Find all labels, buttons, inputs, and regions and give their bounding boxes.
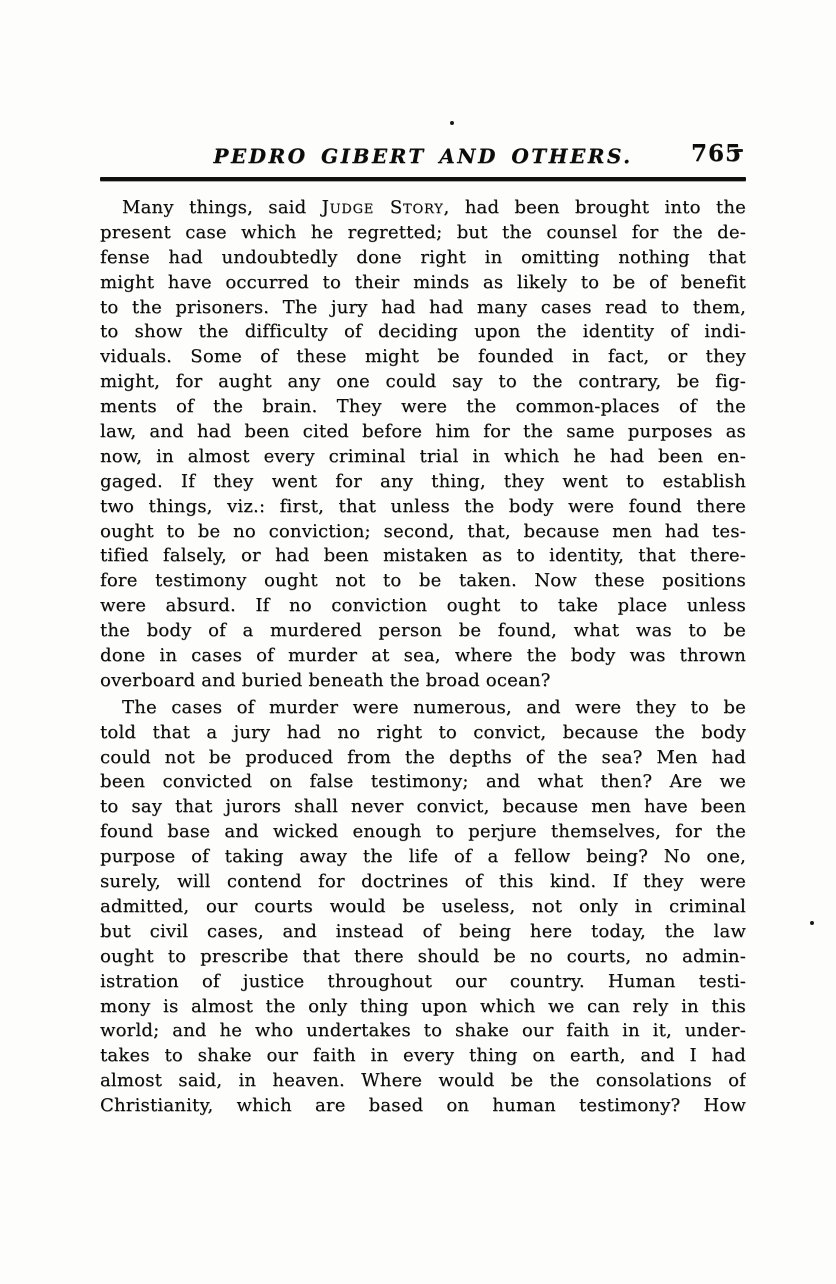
- text-line: viduals. Some of these might be founded in fact, or they: [100, 346, 746, 368]
- text-line: world; and he who undertakes to shake our faith in it, under-: [100, 1020, 746, 1042]
- paragraph-1: [100, 196, 746, 694]
- scan-artifact-dot: [810, 921, 814, 925]
- text-line: might have occurred to their minds as likely to be of benefit: [100, 271, 746, 293]
- line-text: , had been brought into the: [443, 197, 746, 218]
- paragraph-lines: [100, 696, 746, 1119]
- text-line: law, and had been cited before him for the same purposes as: [100, 421, 746, 443]
- text-line: but civil cases, and instead of being here today, the law: [100, 920, 746, 942]
- text-line: admitted, our courts would be useless, not only in criminal: [100, 895, 746, 917]
- text-line: istration of justice throughout our country. Human testi-: [100, 970, 746, 992]
- text-line: told that a jury had no right to convict, because the body: [100, 721, 746, 743]
- text-line: were absurd. If no conviction ought to take place unless: [100, 595, 746, 617]
- text-line: now, in almost every criminal trial in which he had been en-: [100, 445, 746, 467]
- text-line: two things, viz.: first, that unless the body were found there: [100, 495, 746, 517]
- text-line: the body of a murdered person be found, what was to be: [100, 620, 746, 642]
- text-line: found base and wicked enough to perjure themselves, for the: [100, 821, 746, 843]
- text-line: to say that jurors shall never convict, because men have been: [100, 796, 746, 818]
- text-line: to show the difficulty of deciding upon the identity of indi-: [100, 321, 746, 343]
- text-line: tified falsely, or had been mistaken as to identity, that there-: [100, 545, 746, 567]
- text-line: overboard and buried beneath the broad ocean?: [100, 669, 551, 691]
- text-line: to the prisoners. The jury had had many cases read to them,: [100, 296, 746, 318]
- text-line: gaged. If they went for any thing, they went to establish: [100, 470, 746, 492]
- text-line: surely, will contend for doctrines of this kind. If they were: [100, 871, 746, 893]
- text-line: done in cases of murder at sea, where the body was thrown: [100, 645, 746, 667]
- text-line: ought to be no conviction; second, that, because men had tes-: [100, 520, 746, 542]
- text-block: [100, 140, 746, 1119]
- text-line: The cases of murder were numerous, and were they to be: [122, 696, 746, 718]
- text-line: could not be produced from the depths of the sea? Men had: [100, 746, 746, 768]
- text-line: mony is almost the only thing upon which we can rely in this: [100, 995, 746, 1017]
- text-line: fore testimony ought not to be taken. Now these positions: [100, 570, 746, 592]
- text-line: almost said, in heaven. Where would be the consolations of: [100, 1070, 746, 1092]
- text-line: present case which he regretted; but the counsel for the de-: [100, 221, 746, 243]
- header-rule: [100, 177, 746, 181]
- text-line: purpose of taking away the life of a fellow being? No one,: [100, 846, 746, 868]
- judge-story-smallcaps: Judge Story: [321, 197, 444, 218]
- header-title: PEDRO GIBERT AND OTHERS.: [213, 144, 633, 168]
- paragraph-lines: [100, 221, 746, 669]
- running-header: [100, 140, 746, 174]
- text-line: ments of the brain. They were the common-places of the: [100, 396, 746, 418]
- line-text: Many things, said: [122, 197, 322, 218]
- text-line: might, for aught any one could say to the contrary, be fig-: [100, 371, 746, 393]
- text-line: [100, 196, 746, 221]
- paragraph-2: [100, 696, 746, 1119]
- text-line: been convicted on false testimony; and what then? Are we: [100, 771, 746, 793]
- page-number: 765: [690, 140, 742, 167]
- text-line: Christianity, which are based on human testimony? How: [100, 1095, 746, 1117]
- scan-artifact-dot: [450, 121, 454, 125]
- text-line: takes to shake our faith in every thing on earth, and I had: [100, 1045, 746, 1067]
- page-body: [100, 196, 746, 1119]
- text-line: ought to prescribe that there should be no courts, no admin-: [100, 945, 746, 967]
- text-line: fense had undoubtedly done right in omitting nothing that: [100, 246, 746, 268]
